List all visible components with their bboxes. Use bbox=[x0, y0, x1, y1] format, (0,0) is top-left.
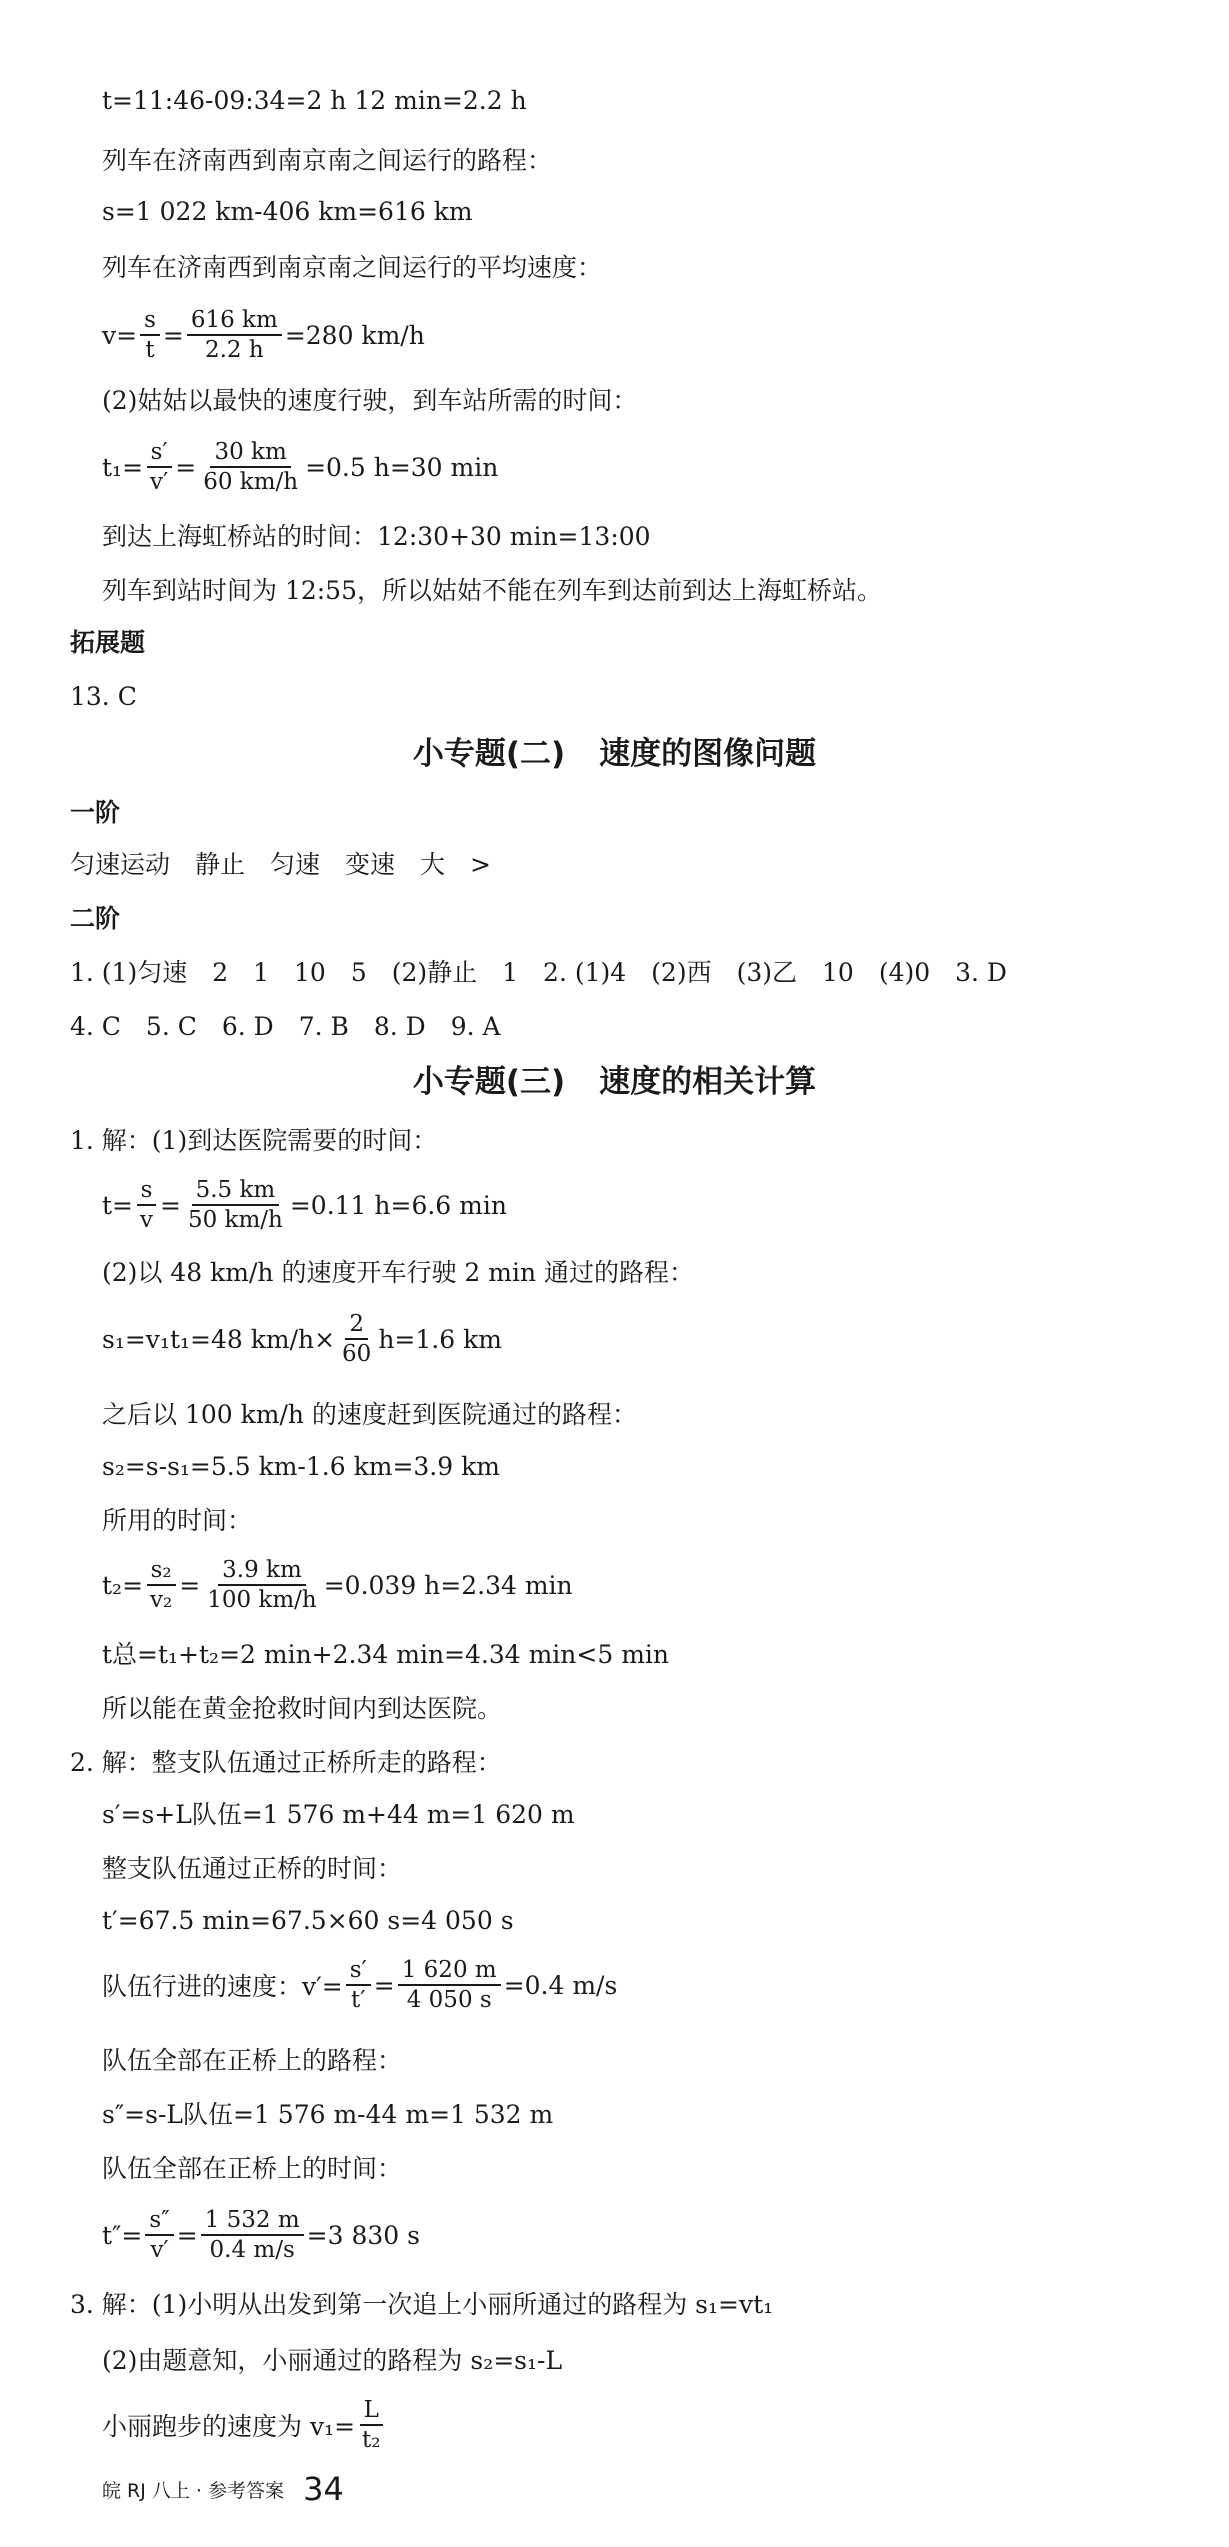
fraction: $\frac{616 km}{2.2 h}$ bbox=[187, 306, 282, 364]
text-line: 3. 解：(1)小明从出发到第一次追上小丽所通过的路程为 s₁=vt₁ bbox=[70, 2290, 774, 2319]
fraction: $\frac{s'}{v'}$ bbox=[146, 438, 172, 496]
formula-line: t= $\frac{s}{v}$ = $\frac{5.5 km}{50 km/h}$ =0.11 h=6.6 min bbox=[102, 1177, 507, 1233]
page-footer bbox=[102, 2470, 344, 2508]
formula-line: t″= $\frac{s''}{v'}$ = $\frac{1 532 m}{0.4 m/s}$ =3 830 s bbox=[102, 2207, 420, 2263]
fraction: $\frac{5.5 km}{50 km/h}$ bbox=[187, 1177, 283, 1233]
fraction: $\frac{s'}{t'}$ bbox=[346, 1956, 371, 2014]
text-line: 2. 解：整支队伍通过正桥所走的路程： bbox=[70, 1748, 502, 1777]
text-line: (2)由题意知，小丽通过的路程为 s₂=s₁-L bbox=[102, 2346, 563, 2375]
text-line: t′=67.5 min=67.5×60 s=4 050 s bbox=[102, 1906, 514, 1935]
text-line: 队伍全部在正桥上的时间： bbox=[102, 2154, 403, 2183]
section-heading: 小专题(三) 速度的相关计算 bbox=[412, 1064, 817, 1100]
formula-line: t₂= $\frac{\text{s₂}}{\text{v₂}}$ = $\frac{3.9 km}{100 km/h}$ =0.039 h=2.34 min bbox=[102, 1557, 573, 1613]
text-line: s″=s-L队伍=1 576 m-44 m=1 532 m bbox=[102, 2100, 554, 2129]
answer-line: 4. C 5. C 6. D 7. B 8. D 9. A bbox=[70, 1012, 501, 1041]
text-line: s₂=s-s₁=5.5 km-1.6 km=3.9 km bbox=[102, 1452, 500, 1481]
fraction: $\frac{1 620 m}{4 050 s}$ bbox=[398, 1956, 501, 2014]
text-line: 1. 解：(1)到达医院需要的时间： bbox=[70, 1126, 438, 1155]
fraction: $\frac{1 532 m}{0.4 m/s}$ bbox=[201, 2206, 304, 2264]
fraction: $\frac{2}{60}$ bbox=[342, 1311, 372, 1367]
fraction: $\frac{\text{s₂}}{\text{v₂}}$ bbox=[146, 1556, 176, 1614]
text-line: s′=s+L队伍=1 576 m+44 m=1 620 m bbox=[102, 1800, 575, 1829]
answer-line: 1. (1)匀速 2 1 10 5 (2)静止 1 2. (1)4 (2)西 (3)乙 10 (4)0 3. D bbox=[70, 958, 1007, 987]
text-line: t总=t₁+t₂=2 min+2.34 min=4.34 min<5 min bbox=[102, 1640, 670, 1669]
formula-line: t₁= $\frac{s'}{v'}$ = $\frac{30 km}{60 km/h}$ =0.5 h=30 min bbox=[102, 439, 499, 495]
section-label: 拓展题 bbox=[70, 628, 146, 657]
text-line: 队伍全部在正桥上的路程： bbox=[102, 2046, 403, 2075]
page-number: 34 bbox=[303, 2470, 344, 2508]
section-label: 二阶 bbox=[70, 904, 121, 933]
text-line: 列车在济南西到南京南之间运行的路程： bbox=[102, 146, 553, 175]
footer-label: 皖 RJ 八上 · 参考答案 bbox=[102, 2480, 285, 2502]
text-line: 列车在济南西到南京南之间运行的平均速度： bbox=[102, 253, 603, 282]
answer-line: 13. C bbox=[70, 682, 137, 711]
text-line: 之后以 100 km/h 的速度赶到医院通过的路程： bbox=[102, 1400, 637, 1429]
fraction: $\frac{s}{t}$ bbox=[140, 306, 160, 364]
text-line: 整支队伍通过正桥的时间： bbox=[102, 1854, 403, 1883]
text-line: t=11:46-09:34=2 h 12 min=2.2 h bbox=[102, 86, 527, 115]
section-heading: 小专题(二) 速度的图像问题 bbox=[412, 736, 817, 772]
formula-line: 小丽跑步的速度为 v₁= $\frac{L}{\text{t₂}}$ bbox=[102, 2396, 388, 2454]
formula-line: v= $\frac{s}{t}$ = $\frac{616 km}{2.2 h}$ =280 km/h bbox=[102, 307, 425, 363]
text-line: 到达上海虹桥站的时间：12:30+30 min=13:00 bbox=[102, 522, 651, 551]
formula-line: 队伍行进的速度：v′= $\frac{s'}{t'}$ = $\frac{1 620 m}{4 050 s}$ =0.4 m/s bbox=[102, 1957, 618, 2013]
text-line: 所以能在黄金抢救时间内到达医院。 bbox=[102, 1694, 503, 1723]
formula-line: s₁=v₁t₁=48 km/h× $\frac{2}{60}$ h=1.6 km bbox=[102, 1311, 502, 1367]
fraction: $\frac{30 km}{60 km/h}$ bbox=[203, 439, 299, 495]
text-line: s=1 022 km-406 km=616 km bbox=[102, 197, 473, 226]
fraction: $\frac{s}{v}$ bbox=[136, 1176, 157, 1234]
text-line: (2)姑姑以最快的速度行驶，到车站所需的时间： bbox=[102, 386, 638, 415]
fraction: $\frac{3.9 km}{100 km/h}$ bbox=[207, 1557, 317, 1613]
section-label: 一阶 bbox=[70, 798, 121, 827]
text-line: 列车到站时间为 12:55，所以姑姑不能在列车到达前到达上海虹桥站。 bbox=[102, 576, 882, 605]
text-line: (2)以 48 km/h 的速度开车行驶 2 min 通过的路程： bbox=[102, 1258, 694, 1287]
text-line: 所用的时间： bbox=[102, 1506, 253, 1535]
fraction: $\frac{s''}{v'}$ bbox=[145, 2206, 173, 2264]
answer-line: 匀速运动 静止 匀速 变速 大 > bbox=[70, 850, 491, 879]
fraction: $\frac{L}{\text{t₂}}$ bbox=[358, 2396, 384, 2454]
